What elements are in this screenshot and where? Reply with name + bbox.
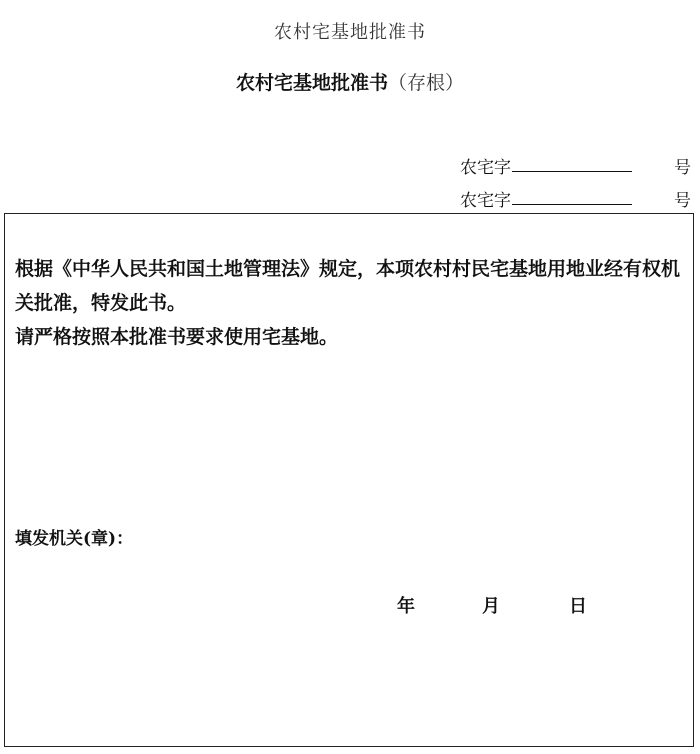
number-line-2 <box>460 186 700 211</box>
body-paragraph-2: 请严格按照本批准书要求使用宅基地。 <box>15 326 339 348</box>
number-suffix: 号 <box>674 158 691 178</box>
date-row <box>5 592 695 616</box>
date-year-label: 年 <box>397 596 415 617</box>
date-day-label: 日 <box>569 596 587 617</box>
document-title: 农村宅基地批准书 <box>274 22 426 43</box>
number-blank <box>512 171 632 172</box>
stub-title-text: 农村宅基地批准书 <box>235 72 388 94</box>
number-suffix: 号 <box>674 191 691 211</box>
issuer-label: 填发机关(章)： <box>15 529 134 549</box>
number-prefix: 农宅字 <box>460 191 511 211</box>
stub-title <box>0 68 700 95</box>
stub-suffix: （存根） <box>388 72 465 94</box>
number-prefix: 农宅字 <box>460 158 511 178</box>
date-month-label: 月 <box>482 596 500 617</box>
certificate-body <box>15 252 685 354</box>
number-line-1 <box>460 153 700 178</box>
certificate-frame <box>4 213 694 747</box>
number-blank <box>512 204 632 205</box>
body-paragraph-1: 根据《中华人民共和国土地管理法》规定，本项农村村民宅基地用地业经有权机关批准，特发此书。 <box>15 258 681 314</box>
